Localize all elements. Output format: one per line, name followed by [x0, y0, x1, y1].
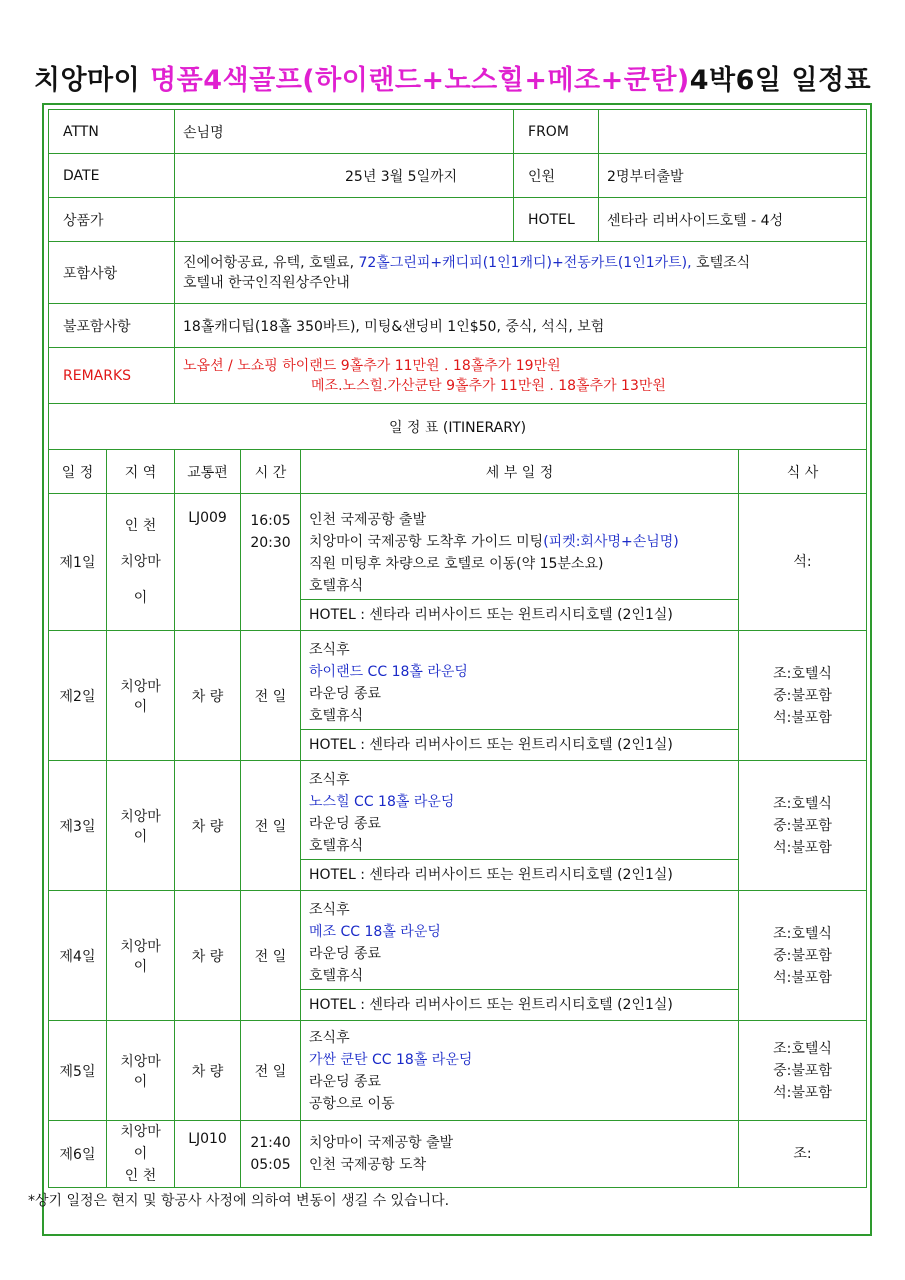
time-cell	[241, 494, 301, 631]
time-cell	[241, 1121, 301, 1188]
detail-line: 인천 국제공항 도착	[309, 1157, 427, 1173]
from-label: FROM	[514, 110, 599, 154]
detail-line: 치앙마이 국제공항 출발	[309, 1135, 454, 1151]
price-label: 상품가	[49, 198, 175, 242]
hotel-value: 센타라 리버사이드호텔 - 4성	[599, 198, 867, 242]
region-cell	[107, 1121, 175, 1188]
meal-3: 석:불포함	[773, 709, 832, 726]
detail-line: 라운딩 종료	[309, 946, 382, 962]
golf-line: 메조 CC 18홀 라운딩	[309, 924, 441, 940]
meal-3: 석:불포함	[773, 839, 832, 856]
price-row	[49, 198, 867, 242]
transport-cell: LJ009	[175, 494, 241, 631]
header-region: 지 역	[107, 450, 175, 494]
day-label: 제2일	[49, 631, 107, 761]
time-cell: 전 일	[241, 891, 301, 1021]
region-cell: 치앙마이	[107, 631, 175, 761]
region-1: 치앙마이	[120, 1124, 161, 1162]
remarks-line-2: 메조.노스힐.가산쿤탄 9홀추가 11만원 . 18홀추가 13만원	[311, 377, 666, 394]
day-label: 제3일	[49, 761, 107, 891]
meal-1: 석:	[793, 554, 812, 570]
people-value: 2명부터출발	[599, 154, 867, 198]
detail-line-blue: (피켓:회사명+손님명)	[543, 534, 679, 550]
price-value	[175, 198, 514, 242]
title-suffix: 4박6일 일정표	[689, 65, 872, 96]
table-row	[49, 761, 867, 891]
detail-line: 직원 미팅후 차량으로 호텔로 이동(약 15분소요)	[309, 556, 604, 572]
hotel-line: HOTEL : 센타라 리버사이드 또는 윈트리시티호텔 (2인1실)	[301, 859, 738, 890]
remarks-value	[175, 348, 867, 404]
region-2: 인 천	[124, 1168, 157, 1184]
people-label: 인원	[514, 154, 599, 198]
time-cell: 전 일	[241, 1021, 301, 1121]
include-row	[49, 242, 867, 304]
time-1: 16:05	[250, 513, 291, 529]
footer-note: *상기 일정은 현지 및 항공사 사정에 의하여 변동이 생길 수 있습니다.	[28, 1193, 450, 1209]
attn-label: ATTN	[49, 110, 175, 154]
schedule-header-row	[49, 450, 867, 494]
golf-line: 노스힐 CC 18홀 라운딩	[309, 794, 455, 810]
header-transport: 교통편	[175, 450, 241, 494]
detail-cell	[301, 761, 739, 891]
time-1: 21:40	[250, 1135, 291, 1151]
table-row	[49, 1121, 867, 1188]
detail-line: 조식후	[309, 902, 350, 918]
detail-cell	[301, 891, 739, 1021]
detail-line: 호텔휴식	[309, 838, 364, 854]
header-meal: 식 사	[739, 450, 867, 494]
meal-cell	[739, 1121, 867, 1188]
detail-cell	[301, 1121, 739, 1188]
table-row	[49, 891, 867, 1021]
meal-3: 석:불포함	[773, 1084, 832, 1101]
region-cell: 치앙마이	[107, 761, 175, 891]
remarks-row	[49, 348, 867, 404]
meal-1: 조:호텔식	[773, 795, 832, 812]
meal-cell	[739, 891, 867, 1021]
golf-line: 하이랜드 CC 18홀 라운딩	[309, 664, 468, 680]
include-label: 포함사항	[49, 242, 175, 304]
detail-cell	[301, 494, 739, 631]
meal-1: 조:호텔식	[773, 665, 832, 682]
meal-1: 조:호텔식	[773, 1040, 832, 1057]
meal-cell	[739, 494, 867, 631]
from-value	[599, 110, 867, 154]
date-label: DATE	[49, 154, 175, 198]
day-label: 제1일	[49, 494, 107, 631]
include-text-a: 진에어항공료, 유텍, 호텔료,	[183, 254, 359, 271]
detail-line: 치앙마이 국제공항 도착후 가이드 미팅	[309, 534, 544, 550]
itinerary-title: 일 정 표 (ITINERARY)	[49, 404, 867, 450]
detail-line: 호텔휴식	[309, 578, 364, 594]
page-title	[0, 58, 905, 97]
region-2: 치앙마이	[120, 554, 161, 606]
transport-cell: 차 량	[175, 631, 241, 761]
meal-2: 중:불포함	[773, 1062, 832, 1079]
detail-line: 인천 국제공항 출발	[309, 512, 427, 528]
table-row	[49, 631, 867, 761]
meal-2: 중:불포함	[773, 947, 832, 964]
header-day: 일 정	[49, 450, 107, 494]
region-cell	[107, 494, 175, 631]
title-prefix: 치앙마이	[33, 65, 151, 96]
document-frame	[42, 103, 872, 1236]
time-cell: 전 일	[241, 761, 301, 891]
header-time: 시 간	[241, 450, 301, 494]
date-row	[49, 154, 867, 198]
attn-row	[49, 110, 867, 154]
meal-cell	[739, 1021, 867, 1121]
date-value: 25년 3월 5일까지	[175, 154, 514, 198]
meal-cell	[739, 631, 867, 761]
golf-line: 가싼 쿤탄 CC 18홀 라운딩	[309, 1051, 473, 1068]
remarks-line-1: 노옵션 / 노쇼핑 하이랜드 9홀추가 11만원 . 18홀추가 19만원	[183, 357, 561, 374]
detail-cell	[301, 631, 739, 761]
detail-line: 조식후	[309, 642, 350, 658]
table-row	[49, 1021, 867, 1121]
region-1: 인 천	[124, 518, 157, 534]
day-label: 제4일	[49, 891, 107, 1021]
detail-line: 라운딩 종료	[309, 816, 382, 832]
include-text-b: 72홀그린피+캐디피(1인1캐디)+전동카트(1인1카트),	[358, 254, 692, 271]
region-cell: 치앙마이	[107, 1021, 175, 1121]
title-highlight: 명품4색골프(하이랜드+노스힐+메조+쿤탄)	[150, 65, 690, 96]
remarks-label: REMARKS	[49, 348, 175, 404]
time-2: 05:05	[250, 1157, 291, 1173]
transport-cell: 차 량	[175, 761, 241, 891]
hotel-line: HOTEL : 센타라 리버사이드 또는 윈트리시티호텔 (2인1실)	[301, 989, 738, 1020]
day-label: 제5일	[49, 1021, 107, 1121]
itinerary-table	[48, 109, 867, 1188]
exclude-label: 불포함사항	[49, 304, 175, 348]
meal-2: 중:불포함	[773, 687, 832, 704]
detail-cell	[301, 1021, 739, 1121]
meal-1: 조:	[793, 1146, 812, 1162]
meal-1: 조:호텔식	[773, 925, 832, 942]
detail-line: 호텔휴식	[309, 968, 364, 984]
table-row	[49, 494, 867, 631]
transport-cell: 차 량	[175, 891, 241, 1021]
day-label: 제6일	[49, 1121, 107, 1188]
itinerary-title-row	[49, 404, 867, 450]
hotel-line: HOTEL : 센타라 리버사이드 또는 윈트리시티호텔 (2인1실)	[301, 599, 738, 630]
detail-line: 조식후	[309, 1029, 350, 1046]
meal-3: 석:불포함	[773, 969, 832, 986]
hotel-line: HOTEL : 센타라 리버사이드 또는 윈트리시티호텔 (2인1실)	[301, 729, 738, 760]
exclude-value: 18홀캐디팁(18홀 350바트), 미팅&샌딩비 1인$50, 중식, 석식, 보험	[175, 304, 867, 348]
detail-line: 호텔휴식	[309, 708, 364, 724]
time-2: 20:30	[250, 535, 291, 551]
exclude-row	[49, 304, 867, 348]
detail-line: 라운딩 종료	[309, 1073, 382, 1090]
meal-cell	[739, 761, 867, 891]
attn-value: 손님명	[175, 110, 514, 154]
include-value	[175, 242, 867, 304]
detail-line: 조식후	[309, 772, 350, 788]
include-text-2: 호텔내 한국인직원상주안내	[183, 274, 350, 291]
time-cell: 전 일	[241, 631, 301, 761]
include-text-c: 호텔조식	[691, 254, 751, 271]
region-cell: 치앙마이	[107, 891, 175, 1021]
meal-2: 중:불포함	[773, 817, 832, 834]
detail-line: 라운딩 종료	[309, 686, 382, 702]
header-detail: 세 부 일 정	[301, 450, 739, 494]
transport-cell: 차 량	[175, 1021, 241, 1121]
transport-cell: LJ010	[175, 1121, 241, 1188]
hotel-label: HOTEL	[514, 198, 599, 242]
detail-line: 공항으로 이동	[309, 1095, 395, 1112]
